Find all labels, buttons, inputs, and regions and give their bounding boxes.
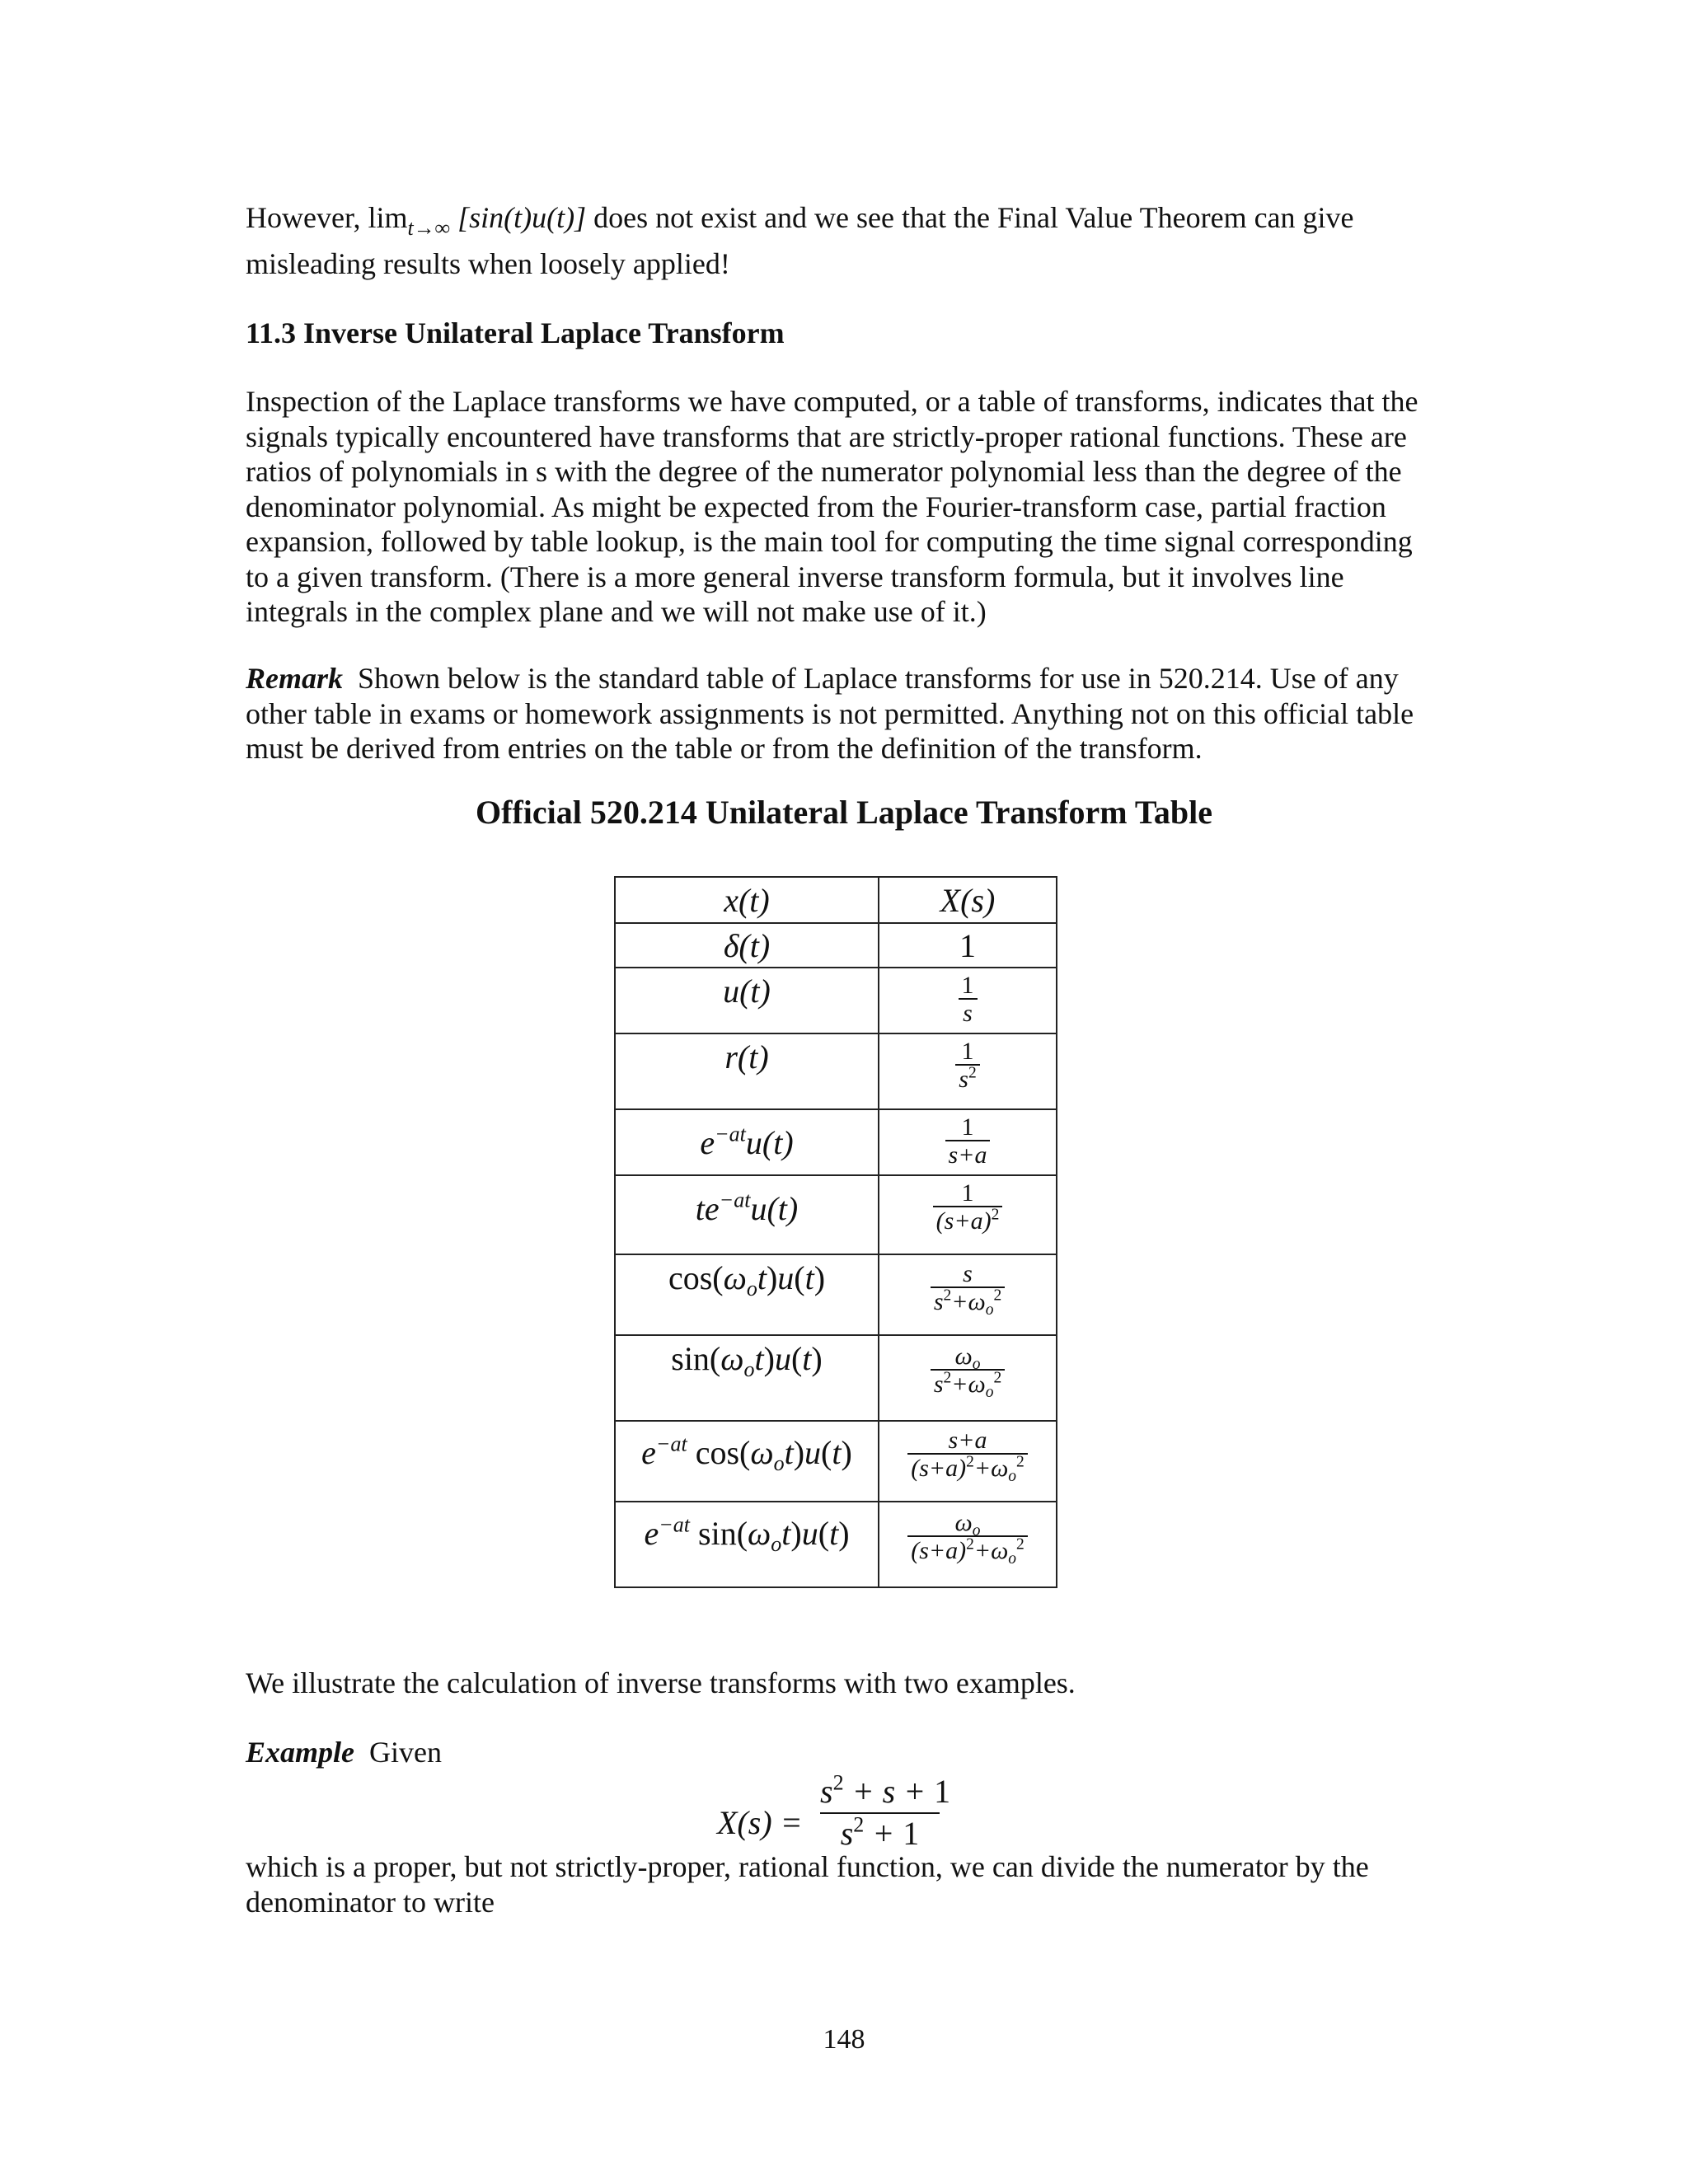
- examples-intro: We illustrate the calculation of inverse transforms with two examples.: [246, 1666, 1076, 1699]
- table-row: [615, 923, 1057, 968]
- table-header-row: [615, 877, 1057, 923]
- row-ramp-time: r(t): [615, 1033, 879, 1109]
- example-continuation: which is a proper, but not strictly-proper, rational function, we can divide the numerator by the denominator to write: [246, 1850, 1369, 1919]
- remark-text: Shown below is the standard table of Laplace transforms for use in 520.214. Use of any other table in exams or homework assignments is not permitted. Anything not on this official table must be derived from entries on the table or from the definition of the transform.: [246, 662, 1414, 765]
- equation-lhs: X(s) =: [717, 1804, 803, 1841]
- limit-expression: [sin(t)u(t)]: [457, 201, 587, 234]
- laplace-transform-table: [614, 876, 1057, 1588]
- page-number: 148: [823, 2024, 865, 2055]
- row-dampsin-transform: $\frac{\omega o}{(s+a)^2+\omega o^2}$: [879, 1502, 1057, 1587]
- row-dampcos-transform: $\frac{s+a}{(s+a)^2+\omega o^2}$: [879, 1421, 1057, 1502]
- row-step-transform: $\frac{1}{s}$: [879, 968, 1057, 1033]
- body-paragraph-1: Inspection of the Laplace transforms we have computed, or a table of transforms, indicates that the signals typically encountered have transforms that are strictly-proper rational functions. These are ratios of polynomials in s with the degree of the numerator polynomial less than the degree of the denominator polynomial. As might be expected from the Fourier-transform case, partial fraction expansion, followed by table lookup, is the main tool for computing the time signal corresponding to a given transform. (There is a more general inverse transform formula, but it involves line integrals in the complex plane and we will not make use of it.): [246, 385, 1418, 628]
- equation-fraction: [820, 1770, 951, 1853]
- intro-pre: However,: [246, 201, 361, 234]
- row-cos-time: cos(ωot)u(t): [615, 1254, 879, 1335]
- row-cos-transform: $\frac{s}{s^2+\omega o^2}$: [879, 1254, 1057, 1335]
- header-time-signal: x(t): [615, 877, 879, 923]
- lim-text: lim: [368, 201, 408, 234]
- remark-label: Remark: [246, 662, 344, 695]
- row-texp-transform: $\frac{1}{(s+a)^2}$: [879, 1175, 1057, 1254]
- row-sin-time: sin(ωot)u(t): [615, 1335, 879, 1421]
- table-row: [615, 968, 1057, 1033]
- intro-post: does not exist and we see that the Final Value Theorem can give: [593, 201, 1354, 234]
- table-title: Official 520.214 Unilateral Laplace Transform Table: [475, 794, 1213, 831]
- row-dampcos-time: $e^{-at}$ cos(ωot)u(t): [615, 1421, 879, 1502]
- example-paragraph: [246, 1735, 1432, 1770]
- table-row: [615, 1175, 1057, 1254]
- intro-paragraph: [246, 200, 1432, 281]
- row-exp-time: $e^{-at}u(t)$: [615, 1109, 879, 1175]
- example-text: Given: [369, 1736, 442, 1769]
- table-row: [615, 1033, 1057, 1109]
- lim-subscript: t→∞: [407, 216, 451, 241]
- intro-line2: misleading results when loosely applied!: [246, 246, 730, 280]
- table-row: [615, 1109, 1057, 1175]
- row-delta-transform: 1: [879, 923, 1057, 968]
- table-row: [615, 1502, 1057, 1587]
- table-row: [615, 1335, 1057, 1421]
- section-heading: 11.3 Inverse Unilateral Laplace Transform: [246, 316, 785, 349]
- header-transform: X(s): [879, 877, 1057, 923]
- table-row: [615, 1254, 1057, 1335]
- row-delta-time: δ(t): [615, 923, 879, 968]
- example-label: Example: [246, 1736, 354, 1769]
- row-sin-transform: $\frac{\omega o}{s^2+\omega o^2}$: [879, 1335, 1057, 1421]
- equation-denominator: $s^2 + 1$: [840, 1812, 920, 1852]
- row-texp-time: $te^{-at}u(t)$: [615, 1175, 879, 1254]
- row-exp-transform: $\frac{1}{s+a}$: [879, 1109, 1057, 1175]
- row-ramp-transform: $\frac{1}{s^2}$: [879, 1033, 1057, 1109]
- remark-paragraph: [246, 661, 1432, 766]
- equation-numerator: $s^2 + s + 1$: [820, 1772, 940, 1814]
- row-dampsin-time: $e^{-at}$ sin(ωot)u(t): [615, 1502, 879, 1587]
- row-step-time: u(t): [615, 968, 879, 1033]
- limit-operator: [368, 201, 451, 241]
- table-row: [615, 1421, 1057, 1502]
